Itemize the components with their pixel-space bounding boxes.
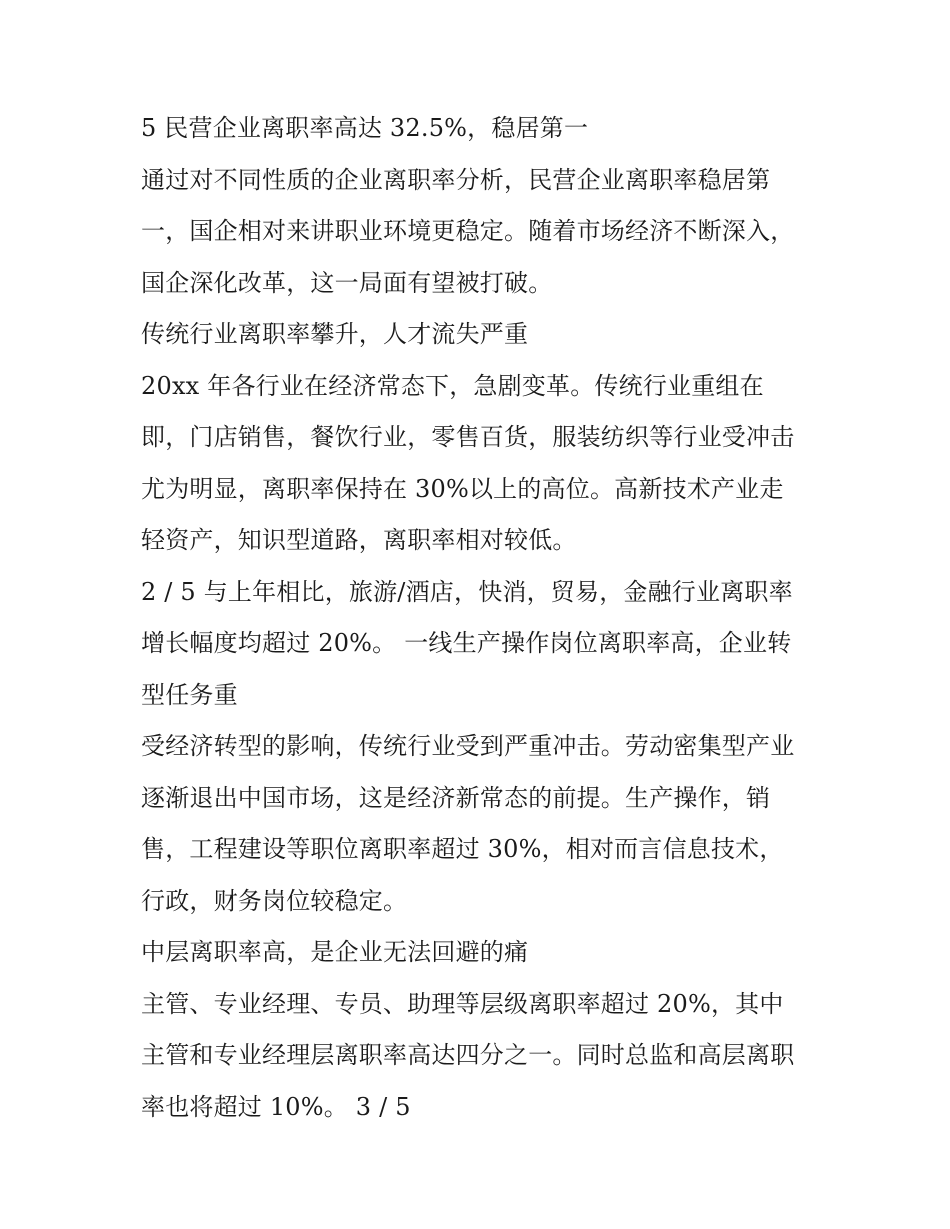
paragraph-line: 率也将超过 10%。 3 / 5: [141, 1092, 411, 1121]
paragraph-line: 国企深化改革，这一局面有望被打破。: [141, 268, 553, 297]
paragraph-line: 主管和专业经理层离职率高达四分之一。同时总监和高层离职: [141, 1041, 795, 1069]
paragraph-line: 尤为明显，离职率保持在 30%以上的高位。高新技术产业走: [141, 474, 784, 503]
heading-traditional-industry: 传统行业离职率攀升，人才流失严重: [141, 320, 529, 348]
paragraph-line: 售，工程建设等职位离职率超过 30%，相对而言信息技术，: [141, 835, 784, 863]
paragraph-line: 受经济转型的影响，传统行业受到严重冲击。劳动密集型产业: [141, 732, 795, 760]
paragraph-line: 即，门店销售，餐饮行业，零售百货，服装纺织等行业受冲击: [141, 423, 795, 451]
paragraph-line: 逐渐退出中国市场，这是经济新常态的前提。生产操作，销: [141, 783, 771, 812]
heading-middle-management: 中层离职率高，是企业无法回避的痛: [141, 938, 529, 966]
document-body: [141, 108, 821, 1138]
paragraph-line: 一，国企相对来讲职业环境更稳定。随着市场经济不断深入，: [141, 217, 795, 245]
paragraph-line: 主管、专业经理、专员、助理等层级离职率超过 20%，其中: [141, 989, 784, 1018]
paragraph-line: 2 / 5 与上年相比，旅游/酒店，快消，贸易，金融行业离职率: [141, 577, 793, 606]
paragraph-line: 通过对不同性质的企业离职率分析，民营企业离职率稳居第: [141, 165, 771, 194]
paragraph-line: 型任务重: [141, 680, 238, 709]
paragraph-line: 轻资产，知识型道路，离职率相对较低。: [141, 526, 577, 554]
heading-private-enterprise: 5 民营企业离职率高达 32.5%，稳居第一: [141, 114, 589, 142]
paragraph-line: 增长幅度均超过 20%。 一线生产操作岗位离职率高，企业转: [141, 629, 792, 657]
paragraph-line: 20xx 年各行业在经济常态下，急剧变革。传统行业重组在: [141, 371, 764, 400]
paragraph-line: 行政，财务岗位较稳定。: [141, 886, 408, 915]
